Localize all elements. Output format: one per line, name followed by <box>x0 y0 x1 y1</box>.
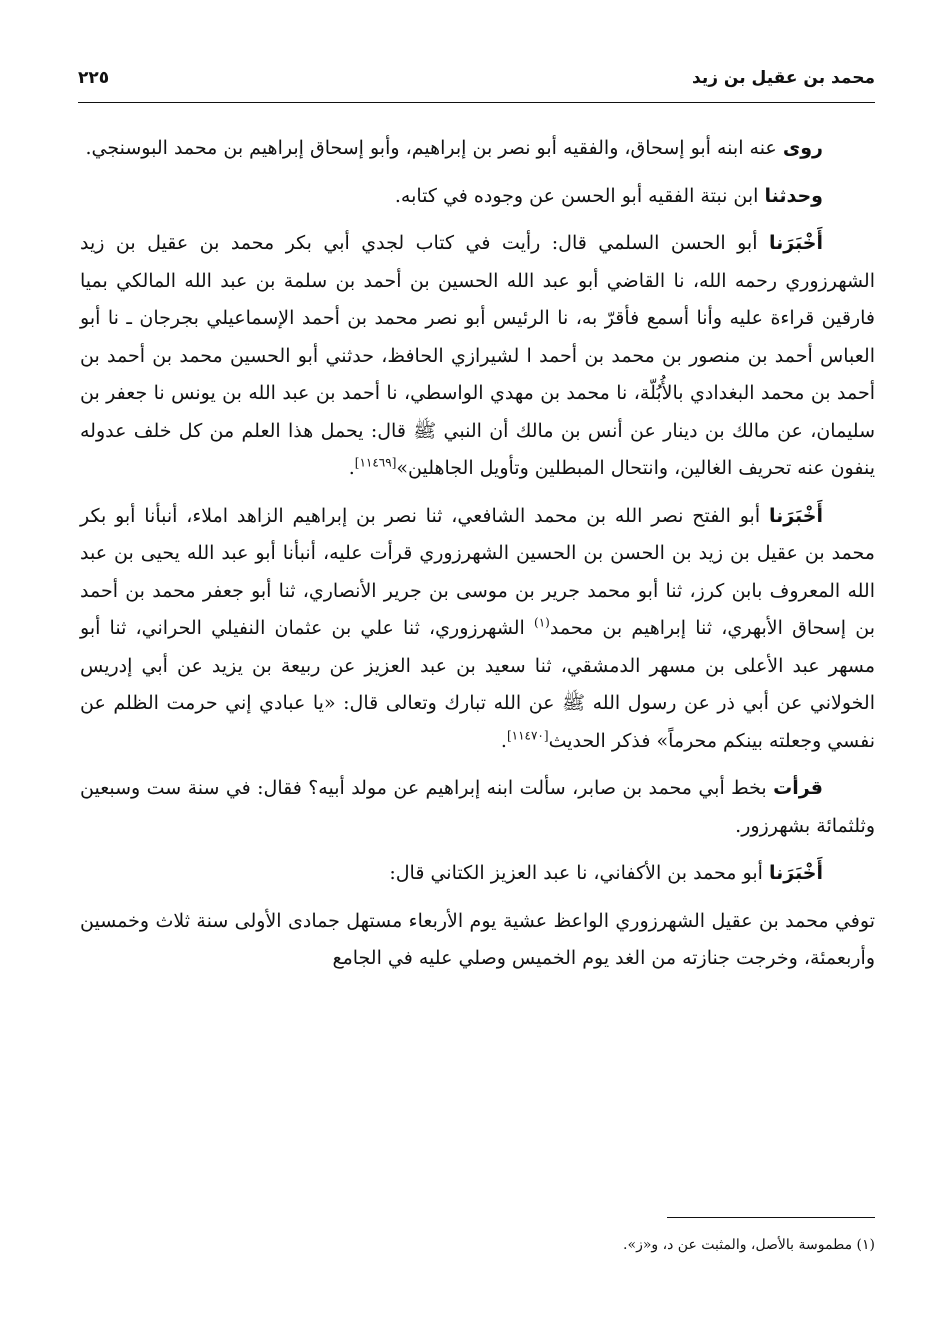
footnote-mark: (١) <box>856 1237 875 1253</box>
paragraph-akhbarana-akfani <box>80 855 875 893</box>
main-text <box>80 130 875 988</box>
paragraph-hadith-11470 <box>80 498 875 761</box>
paragraph-death-notice <box>80 903 875 978</box>
paragraph-hadith-11469 <box>80 225 875 488</box>
paragraph-text: توفي محمد بن عقيل الشهرزوري الواعظ عشية يوم الأربعاء مستهل جمادى الأولى سنة ثلاث وخمسين وأربعمئة، وخرجت جنازته من الغد يوم الخميس وصلي عليه في الجامع <box>80 909 875 969</box>
footnote-text: مطموسة بالأصل، والمثبت عن د، و«ز». <box>623 1237 853 1253</box>
page-number: ٢٢٥ <box>78 68 110 88</box>
hadith-reference-number: [١١٤٧٠] <box>506 728 549 743</box>
paragraph-rawa <box>80 130 875 168</box>
footnote-divider <box>667 1217 875 1218</box>
paragraph-lead: أَخْبَرَنا <box>768 504 823 527</box>
footnote <box>80 1234 875 1256</box>
paragraph-text: أبو الفتح نصر الله بن محمد الشافعي، ثنا نصر بن إبراهيم الزاهد املاء، أنبأنا أبو بكر محمد بن عقيل بن زيد بن الحسن بن الحسين الشهرزوري قرأت عليه، أنبأنا أبو عبد الله يحيى بن عبد الله المعروف بابن كرز، ثنا أبو محمد جرير بن موسى بن جرير الأنصاري، ثنا أبو جعفر محمد بن أحمد بن إسحاق الأبهري، ثنا إبراهيم بن محمد <box>80 504 875 639</box>
paragraph-end: . <box>348 457 355 479</box>
paragraph-lead: وحدثنا <box>764 184 823 207</box>
paragraph-text-continued: الشهرزوري، ثنا علي بن عثمان النفيلي الحراني، ثنا أبو مسهر عبد الأعلى بن مسهر الدمشقي، ثنا سعيد بن عبد العزيز عن ربيعة بن يزيد عن أبي إدريس الخولاني عن أبي ذر عن رسول الله ﷺ عن الله تبارك وتعالى قال: «يا عبادي إني حرمت الظلم عن نفسي وجعلته بينكم محرماً» فذكر الحديث <box>80 617 875 752</box>
paragraph-lead: أَخْبَرَنا <box>768 862 823 884</box>
paragraph-text: أبو محمد بن الأكفاني، نا عبد العزيز الكتاني قال: <box>389 862 763 884</box>
paragraph-text: ابن نبتة الفقيه أبو الحسن عن وجوده في كتابه. <box>394 184 759 207</box>
running-head: محمد بن عقيل بن زيد <box>692 68 875 88</box>
paragraph-haddathana <box>80 178 875 216</box>
page-header <box>78 58 875 103</box>
paragraph-end: . <box>500 729 507 752</box>
paragraph-lead: أَخْبَرَنا <box>768 232 824 254</box>
paragraph-text: عنه ابنه أبو إسحاق، والفقيه أبو نصر بن إبراهيم، وأبو إسحاق إبراهيم بن محمد البوسنجي. <box>85 137 777 159</box>
paragraph-qara-tu <box>80 770 875 845</box>
paragraph-text: أبو الحسن السلمي قال: رأيت في كتاب لجدي أبي بكر محمد بن عقيل بن زيد الشهرزوري رحمه الله، نا القاضي أبو عبد الله الحسين بن أحمد بن سلمة بن عبد الله المالكي بميا فارقين قراءة عليه وأنا أسمع فأقرّ به، نا الرئيس أبو نصر محمد بن أحمد الإسماعيلي بجرجان ـ نا أبو العباس أحمد بن منصور بن محمد بن أحمد ا لشيرازي الحافظ، حدثني أبو الحسين محمد بن أحمد بن أحمد بن محمد البغدادي بالأُبُلّة، نا محمد بن مهدي الواسطي، نا أحمد بن عبد الله بن يونس نا جعفر بن سليمان، عن مالك بن دينار عن أنس بن مالك أن النبي ﷺ قال: يحمل هذا العلم من كل خلف عدوله ينفون عنه تحريف الغالين، وانتحال المبطلين وتأويل الجاهلين» <box>80 232 875 479</box>
hadith-reference-number: [١١٤٦٩] <box>354 455 397 470</box>
paragraph-lead: قرأت <box>773 777 823 799</box>
paragraph-lead: روى <box>782 137 823 159</box>
paragraph-text: بخط أبي محمد بن صابر، سألت ابنه إبراهيم عن مولد أبيه؟ فقال: في سنة ست وسبعين وثلثمائة بشهرزور. <box>80 777 875 837</box>
footnote-mark: (١) <box>534 615 550 630</box>
